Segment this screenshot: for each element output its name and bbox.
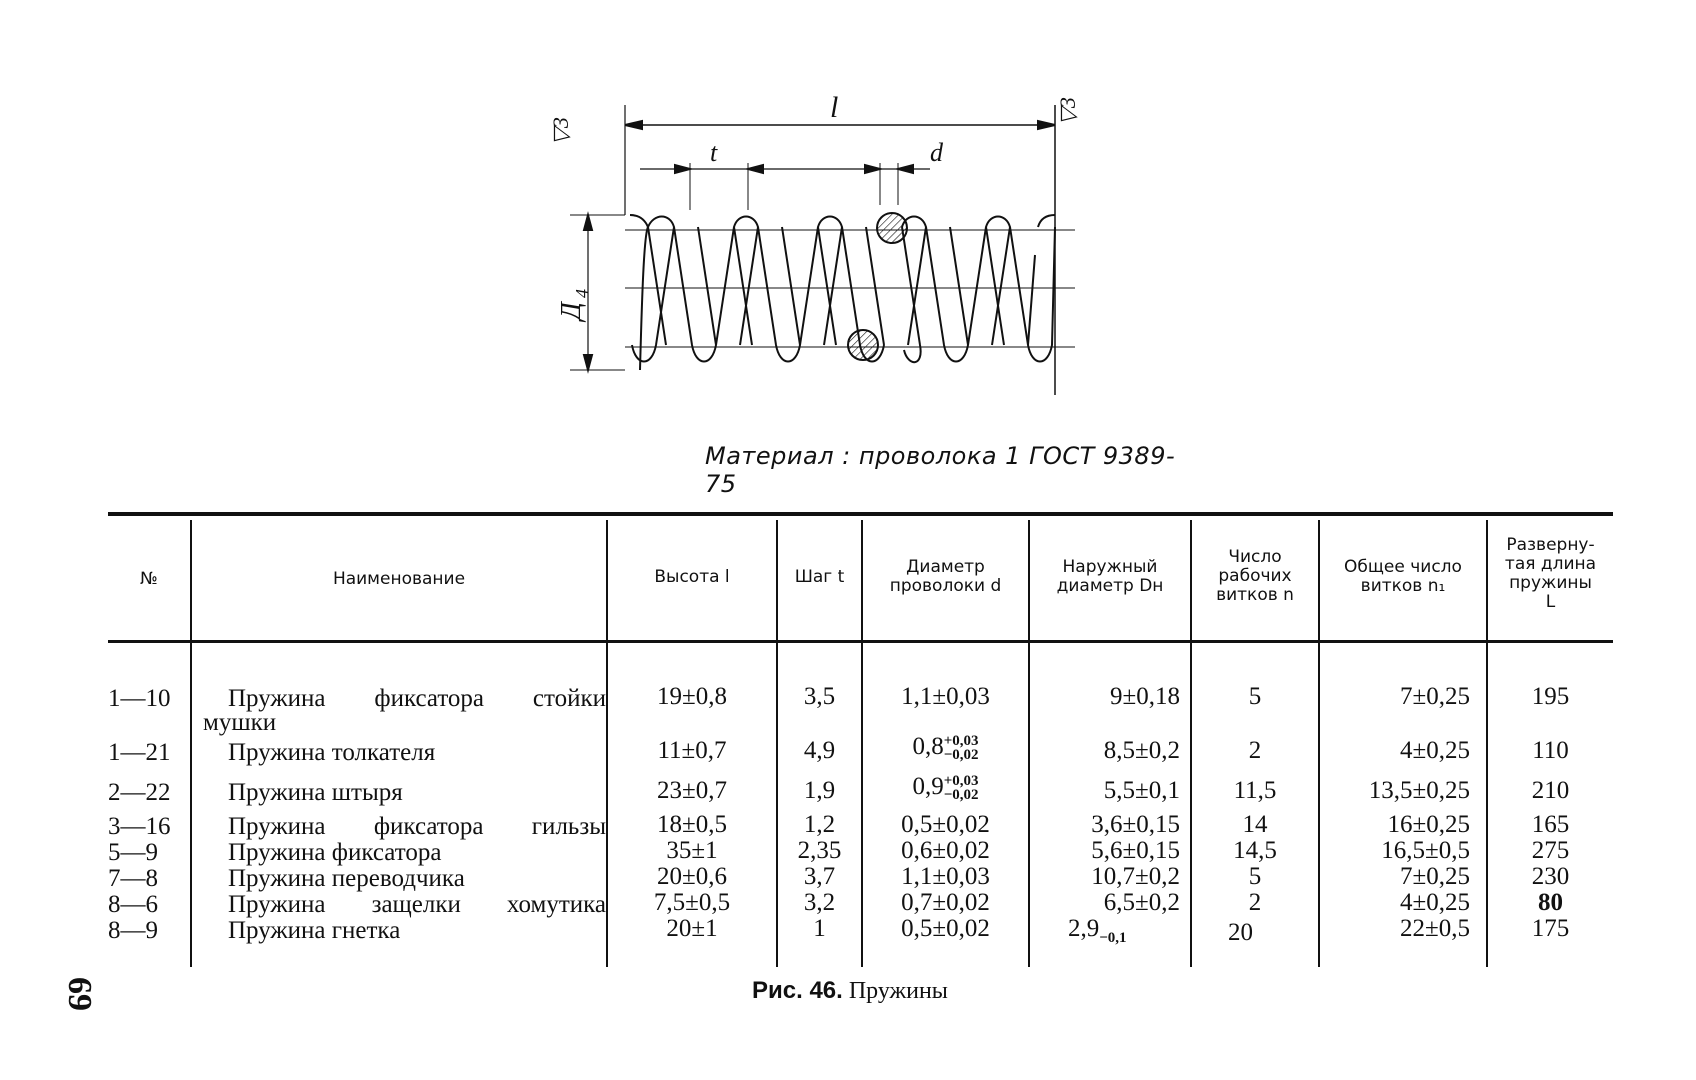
row-name: Пружина толкателя (228, 739, 436, 766)
header-outer-diameter: Наружный диаметр Dн (1056, 557, 1164, 596)
header-height: Высота l (654, 567, 730, 587)
row-no: 7—8 (108, 865, 158, 892)
material-note: Материал : проволока 1 ГОСТ 9389-75 (705, 442, 1176, 498)
figure-caption (752, 977, 948, 1005)
row-outer: 10,7±0,2 (1091, 863, 1180, 890)
row-length: 210 (1531, 777, 1570, 804)
svg-text:l: l (830, 95, 839, 124)
svg-text:4: 4 (572, 289, 592, 298)
svg-text:▽3: ▽3 (1055, 97, 1080, 125)
row-pitch: 1,9 (803, 777, 836, 804)
row-total: 4±0,25 (1400, 889, 1470, 916)
row-outer: $2,9_{-0,1}$ (1068, 915, 1127, 946)
caption-label: Рис. 46. (752, 977, 843, 1004)
header-length: Разверну- тая длина пружины L (1504, 535, 1597, 612)
row-height: 20±1 (666, 915, 718, 942)
row-name: Пружина фиксатора стойки (228, 685, 606, 712)
row-name-continued: мушки (203, 709, 277, 736)
table-top-rule (108, 512, 1613, 516)
svg-text:▽3: ▽3 (548, 117, 573, 145)
row-total: 7±0,25 (1400, 683, 1470, 710)
row-pitch: 3,5 (803, 683, 836, 710)
row-wire: 1,1±0,03 (901, 683, 990, 710)
row-no: 8—6 (108, 891, 158, 918)
row-wire: 0,8 +0,03 −0,02 (912, 733, 979, 764)
row-no: 2—22 (108, 779, 171, 806)
caption-text: Пружины (848, 978, 948, 1004)
header-pitch: Шаг t (794, 567, 845, 587)
row-length: 275 (1531, 837, 1570, 864)
row-no: 1—21 (108, 739, 171, 766)
row-wire: 0,5±0,02 (901, 811, 990, 838)
header-wire: Диаметр проволоки d (889, 557, 1002, 596)
header-name: Наименование (332, 569, 466, 589)
row-outer: 3,6±0,15 (1091, 811, 1180, 838)
row-outer: 6,5±0,2 (1103, 889, 1180, 916)
row-name: Пружина гнетка (228, 917, 401, 944)
row-working: 14 (1242, 811, 1268, 838)
row-length: 165 (1531, 811, 1570, 838)
row-height: 7,5±0,5 (653, 889, 731, 916)
row-working: 11,5 (1233, 777, 1277, 804)
row-height: 23±0,7 (657, 777, 727, 804)
row-no: 1—10 (108, 685, 171, 712)
row-working: 2 (1248, 737, 1262, 764)
row-total: 16±0,25 (1387, 811, 1470, 838)
row-wire: 1,1±0,03 (901, 863, 990, 890)
row-wire: 0,6±0,02 (901, 837, 990, 864)
row-working: 5 (1248, 863, 1262, 890)
row-name: Пружина защелки хомутика (228, 891, 606, 918)
row-pitch: 1 (813, 915, 826, 942)
svg-text:Д: Д (556, 302, 587, 320)
row-outer: 9±0,18 (1110, 683, 1180, 710)
row-wire: 0,9 +0,03 −0,02 (912, 773, 979, 804)
row-pitch: 4,9 (803, 737, 836, 764)
svg-text:d: d (930, 138, 943, 167)
row-length: 175 (1531, 915, 1570, 942)
spring-drawing (530, 95, 1090, 405)
header-total-coils: Общее число витков n₁ (1344, 557, 1462, 596)
page-number: 69 (61, 977, 98, 1011)
row-length: 195 (1531, 683, 1570, 710)
row-name: Пружина штыря (228, 779, 403, 806)
row-working: 20 (1228, 919, 1253, 946)
row-pitch: 2,35 (797, 837, 842, 864)
row-length: 80 (1538, 889, 1563, 916)
row-no: 5—9 (108, 839, 158, 866)
row-total: 22±0,5 (1400, 915, 1470, 942)
row-total: 4±0,25 (1400, 737, 1470, 764)
row-height: 20±0,6 (657, 863, 727, 890)
header-no: № (140, 569, 158, 589)
row-wire: 0,5±0,02 (901, 915, 990, 942)
row-name: Пружина переводчика (228, 865, 465, 892)
row-name: Пружина фиксатора гильзы (228, 813, 606, 840)
row-outer: 5,5±0,1 (1103, 777, 1180, 804)
springs-table (108, 512, 1613, 972)
row-no: 8—9 (108, 917, 158, 944)
row-no: 3—16 (108, 813, 171, 840)
row-length: 110 (1532, 737, 1569, 764)
row-wire: 0,7±0,02 (901, 889, 990, 916)
row-height: 19±0,8 (657, 683, 727, 710)
row-outer: 8,5±0,2 (1103, 737, 1180, 764)
row-working: 5 (1248, 683, 1262, 710)
row-total: 13,5±0,25 (1368, 777, 1470, 804)
row-height: 11±0,7 (657, 737, 727, 764)
row-pitch: 3,2 (803, 889, 836, 916)
row-pitch: 1,2 (803, 811, 836, 838)
row-working: 2 (1248, 889, 1262, 916)
row-height: 35±1 (666, 837, 718, 864)
row-length: 230 (1531, 863, 1570, 890)
row-total: 16,5±0,5 (1381, 837, 1470, 864)
row-outer: 5,6±0,15 (1091, 837, 1180, 864)
row-height: 18±0,5 (657, 811, 727, 838)
row-total: 7±0,25 (1400, 863, 1470, 890)
row-pitch: 3,7 (803, 863, 836, 890)
row-name: Пружина фиксатора (228, 839, 442, 866)
header-working-coils: Число рабочих витков n (1216, 547, 1294, 605)
row-working: 14,5 (1233, 837, 1277, 864)
svg-text:t: t (710, 138, 718, 167)
